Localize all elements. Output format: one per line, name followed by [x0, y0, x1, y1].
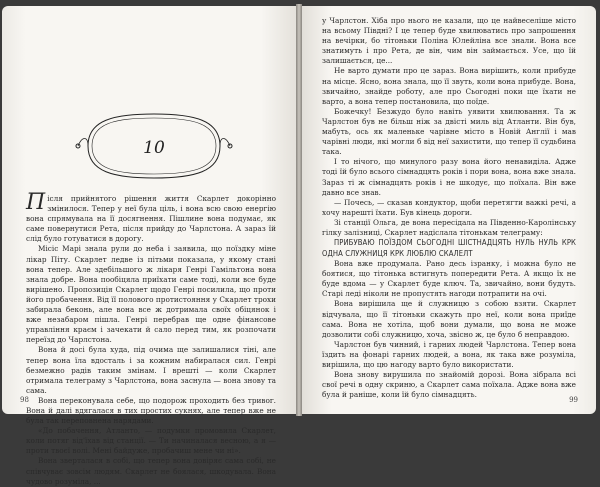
paragraph: Після прийнятого рішення життя Скарлет докорінно змінилося. Тепер у неї була ціль, і вона всю свою енергію вона спрямувала на її досягнення. Пішлине вона подумає, як саме повернутися Рета, після прийду до Чарлстона. А зараз їй слід було готуватися в дорогу. [26, 190, 276, 244]
paragraph: Божечку! Безжудо було навіть уявити хвилювання. Та ж Чарлстон був не більш ніж за двісті миль від Атланти. Він був, мабуть, ось як маленьке чарівне місто в Новій Англії і мав чарівні люди, які могли б від неї захистити, що тепер її судьбина така. [322, 106, 576, 157]
paragraph: Не варто думати про це зараз. Вона вирішить, коли прибуде на місце. Ясно, вона знала, що її звуть, коли вона прибуде. Вона, звичайно, знайде роботу, але про Сьогодні поки ще їхати не варто, а вона тепер постановила, що поїде. [322, 66, 576, 106]
paragraph: Вона вирішила ще й служницю з собою взяти. Скарлет відчувала, що її тітоньки скажуть про неї, коли вона приїде сама. Вона не хотіла, щоб вони думали, що вона не може дозволити собі служницю, хоча, звісно ж, це було б неправдою. [322, 299, 576, 339]
paragraph: Вона переконувала себе, що подорож проходить без тривог. Вона й далі вдягалася в тих простих сукнях, але тепер вже не була так переповнена нарядами. [26, 395, 276, 426]
paragraph: «До побачення, Атланто, — подумки промовила Скарлет, коли потяг від'їхав від станції. — Ти начиналася весною, а я — проти твоєї волі. Мені байдуже, пробачиш мене чи ні». [26, 426, 276, 456]
paragraph: Вона знову вирушила по знайомій дорозі. Вона зібрала всі свої речі в одну скриню, а Скарлет сама поїхала. Адже вона вже була й раніше, коли їй було сімнадцять. [322, 370, 576, 400]
telegram-text: ПРИБУВАЮ ПОЇЗДОМ СЬОГОДНІ ШІСТНАДЦЯТЬ НУЛЬ НУЛЬ КРК ОДНА СЛУЖНИЦЯ КРК ЛЮБЛЮ СКАЛЕЛТ [322, 238, 576, 258]
page-number: 99 [569, 396, 578, 404]
paragraph: Вона зверталася в собі, що тепер вона довіряє сама собі, не співчуває зовсім людям. Скарлет не боялася, шкодувала. Вона чудово розуміла, ... [26, 456, 276, 486]
paragraph: у Чарлстон. Хіба про нього не казали, що це найвеселіше місто на всьому Півдні? І це тепер буде хвилюватись про запрошення на вечірки, бо тітоньки Поліна Юлейліна все знали. Вона все знатимуть і про Рета, де він, чим він займається. Усе, що їй залишається, це... [322, 16, 576, 66]
paragraph: Зі станції Ольга, де вона пересідала на Південно-Каролінську гілку залізниці, Скарлет надіслала тітонькам телеграму: [322, 217, 576, 237]
chapter-number: 10 [143, 138, 165, 158]
paragraph: Місіс Марі знала рули до неба і заявила, що поїздку міне лікар Піту. Скарлет ледве із пітьми показала, у якому стані вона тепер. Але здебільшого ж лікаря Генрі Гамільтона вона знала добре. Вона пообіцяла приїхати саме тоді, коли все буде вирішено. Пропозиція Скарлет щодо Генрі посилила, що проти його пробачення. Від її полового протистояння у Скарлет трохи забирала беконь, але вона все ж дотримала своїх обіцянок і вже незабаром пішла. Генрі перебрав ще одне фінансове управління краєм і зачекати й сало перед тим, як розпочати переїзд до Чарлстона. [26, 244, 276, 345]
left-page [2, 6, 296, 486]
paragraph: Чарлстон був чинний, і гарних людей Чарлстона. Тепер вона їздить на фонарі гарних людей, а вона, як така вже розуміла, вирішила, що цю нагоду варто було використати. [322, 339, 576, 369]
paragraph: І то нічого, що минулого разу вона його ненавиділа. Адже тоді їй було всього сімнадцять років і пори вона, вона вже знала. Зараз ті ж сімнадцять років і не шкодує, що поїхала. Він вже давно все знав. [322, 157, 576, 197]
right-page [302, 6, 596, 414]
paragraph: Вона й досі була худа, під очима ще залишалися тіні, але тепер вона їла вдосталь і за кожним набиралася сил. Генрі безмежно радів таким змінам. І врешті — коли Скарлет отримала телеграму з Чарлстона, вона заснула — вона знову та сама. [26, 345, 276, 395]
right-page-body [322, 16, 576, 400]
page-number: 98 [20, 396, 29, 404]
chapter-ornament [74, 106, 234, 186]
left-page-body [26, 190, 276, 487]
paragraph: Вона вже продумала. Рано десь ізранку, і можна було не боятися, що тітонька встигнуть попередити Рета. А якщо їх не буде вдома — у Скарлет буде ключ. Та, звичайно, вони будуть. Старі леді ніколи не пропустять нагоди потрапити на очі. [322, 259, 576, 299]
paragraph: — Почесь, — сказав кондуктор, щоби перетягти важкі речі, а хочу нарешті їхати. Був кінець дороги. [322, 197, 576, 217]
